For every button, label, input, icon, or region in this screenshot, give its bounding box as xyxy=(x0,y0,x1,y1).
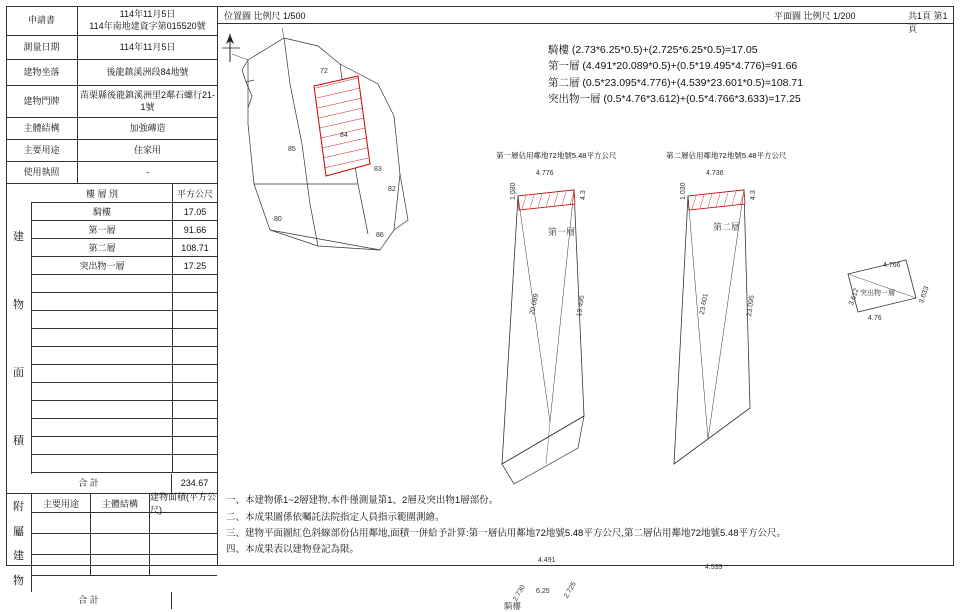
floor-name xyxy=(32,437,173,454)
floor-name xyxy=(32,275,173,292)
side-label-char: 屬 xyxy=(13,525,24,538)
floor-area xyxy=(173,293,217,310)
dim-second-top-left: 1.030 xyxy=(680,182,687,200)
dim-first-right-side: 19.495 xyxy=(576,294,586,317)
attach-structure xyxy=(91,555,150,575)
table-row xyxy=(32,239,217,257)
floor-area xyxy=(173,347,217,364)
area-col2-header: 平方公尺 xyxy=(176,188,213,199)
projection-name: 突出物一層 xyxy=(860,290,895,297)
side-label-char: 物 xyxy=(13,299,24,311)
table-row xyxy=(32,513,217,534)
parcel-label: 85 xyxy=(288,146,296,153)
floor-name: 突出物一層 xyxy=(32,257,173,274)
attach-area-header: 建物面積(平方公尺) xyxy=(150,492,216,515)
table-row xyxy=(32,221,217,239)
attach-total-value xyxy=(172,592,217,609)
doc-type-label: 申請書 xyxy=(6,6,78,35)
attach-use xyxy=(32,555,91,575)
floor-area xyxy=(173,401,217,418)
dim-first-left-side: 20.089 xyxy=(529,293,541,316)
attached-side-label xyxy=(6,494,32,592)
attach-total-row xyxy=(6,592,217,609)
attach-use xyxy=(32,534,91,554)
side-label-char: 面 xyxy=(13,367,24,379)
table-row xyxy=(32,437,217,455)
calc-arcade: 騎樓 (2.73*6.25*0.5)+(2.725*6.25*0.5)=17.05 xyxy=(548,44,758,56)
floor-name: 騎樓 xyxy=(32,203,173,220)
dim-projection-top: 4.766 xyxy=(883,262,901,269)
structure-label: 主體結構 xyxy=(6,118,78,139)
header-date: 114年11月5日 xyxy=(119,9,176,20)
north-arrow-icon xyxy=(222,34,240,62)
total-value: 234.67 xyxy=(180,477,209,488)
doc-header-value xyxy=(78,6,217,35)
first-floor-caption: 第一層佔用鄰地72地號5.48平方公尺 xyxy=(496,151,617,160)
side-label-char: 附 xyxy=(13,501,24,514)
building-area-side-label xyxy=(6,202,32,474)
dim-arcade-left: 2.730 xyxy=(512,583,527,603)
building-location-value: 後龍鎮溪洲段84地號 xyxy=(106,66,189,77)
side-label-char: 建 xyxy=(13,550,24,563)
plan-scale-note: 平面圖 比例尺 1/200 xyxy=(774,11,856,21)
permit-label: 使用執照 xyxy=(6,162,78,183)
note-3: 三、建物平面圖紅色斜線部份佔用鄰地,面積一併給予計算:第一層佔用鄰地72地號5.48平方公尺,第二層佔用鄰地72地號5.48平方公尺。 xyxy=(226,527,787,539)
attach-structure-header: 主體結構 xyxy=(91,494,150,512)
dim-projection-bottom: 4.76 xyxy=(868,315,882,322)
attach-use xyxy=(32,513,91,533)
parcel-label: 72 xyxy=(320,68,328,75)
dim-second-top-right: 4.3 xyxy=(750,190,757,200)
floor-area xyxy=(173,329,217,346)
floor-area xyxy=(173,275,217,292)
dim-second-left-side: 23.601 xyxy=(699,292,710,316)
table-row xyxy=(6,36,217,60)
note-1: 一、本建物係1~2層建物,本件僅測量第1、2層及突出物1層部份。 xyxy=(226,495,499,507)
calc-projection: 突出物一層 (0.5*4.76*3.612)+(0.5*4.766*3.633)=17.25 xyxy=(548,92,801,105)
survey-date-label: 測量日期 xyxy=(6,36,78,59)
floor-area: 108.71 xyxy=(181,242,209,253)
top-header-strip xyxy=(218,6,954,34)
floor-name xyxy=(32,401,173,418)
table-row xyxy=(6,118,217,140)
table-row xyxy=(32,455,217,473)
note-4: 四、本成果表以建物登記為限。 xyxy=(226,543,360,555)
dim-first-top-mid: 4.776 xyxy=(536,170,554,177)
dim-arcade-base: 6.25 xyxy=(536,588,550,595)
floor-area: 17.05 xyxy=(183,206,207,217)
table-row xyxy=(32,257,217,275)
note-2: 二、本成果圖係依囑託法院指定人員指示範圍測繪。 xyxy=(226,511,445,523)
floor-name xyxy=(32,347,173,364)
floor-area: 17.25 xyxy=(183,260,207,271)
total-label: 合 計 xyxy=(6,474,172,493)
arcade-name: 騎樓 xyxy=(504,601,522,611)
parcel-label: 82 xyxy=(388,186,396,193)
second-floor-name: 第二層 xyxy=(713,222,741,232)
page-number-note: 共1頁 第1頁 xyxy=(908,11,948,34)
second-floor-caption: 第二層佔用鄰地72地號5.48平方公尺 xyxy=(666,151,787,160)
subject-building-highlight xyxy=(314,76,370,176)
table-row xyxy=(32,293,217,311)
floor-name: 第二層 xyxy=(32,239,173,256)
area-table-header xyxy=(32,184,217,203)
floor-name xyxy=(32,419,173,436)
dim-projection-left: 3.612 xyxy=(848,287,861,307)
usage-value: 住家用 xyxy=(133,144,161,155)
header-address: 114年南地建資字第015520號 xyxy=(89,20,206,31)
table-row xyxy=(32,311,217,329)
attach-area xyxy=(150,513,217,533)
floor-name xyxy=(32,383,173,400)
dim-second-right-side: 23.095 xyxy=(746,294,756,317)
floor-area: 91.66 xyxy=(183,224,207,235)
structure-value: 加強磚造 xyxy=(129,122,166,133)
table-row xyxy=(32,383,217,401)
table-row xyxy=(32,275,217,293)
building-location-label: 建物坐落 xyxy=(6,60,78,85)
table-row xyxy=(32,329,217,347)
parcel-label: 80 xyxy=(274,216,282,223)
dim-first-bottom-diag: 4.491 xyxy=(538,557,556,564)
parcel-label: 86 xyxy=(376,232,384,239)
floor-name: 第一層 xyxy=(32,221,173,238)
attach-use-header: 主要用途 xyxy=(32,494,91,512)
parcel-label: 83 xyxy=(374,166,382,173)
side-label-char: 建 xyxy=(13,231,24,243)
building-door-label: 建物門牌 xyxy=(6,86,78,117)
table-row xyxy=(6,6,217,36)
attach-table-header xyxy=(32,494,217,513)
location-scale-note: 位置圖 比例尺 1/500 xyxy=(224,11,306,21)
floor-name xyxy=(32,329,173,346)
attach-total-label: 合 計 xyxy=(6,592,172,609)
calc-floor2: 第二層 (0.5*23.095*4.776)+(4.539*23.601*0.5)=108.71 xyxy=(548,76,804,89)
attach-structure xyxy=(91,534,150,554)
permit-value: - xyxy=(146,166,149,177)
attach-structure xyxy=(91,513,150,533)
left-info-table xyxy=(6,6,218,605)
attach-area xyxy=(150,534,217,554)
table-row xyxy=(32,365,217,383)
dim-projection-right: 3.633 xyxy=(918,285,931,305)
side-label-char: 物 xyxy=(13,574,24,587)
building-door-value: 苗栗縣後龍鎮溪洲里2鄰石螺行21-1號 xyxy=(79,90,215,112)
floor-area xyxy=(173,419,217,436)
floor-name xyxy=(32,293,173,310)
floor-name xyxy=(32,311,173,328)
attach-area xyxy=(150,555,217,575)
table-row xyxy=(32,419,217,437)
usage-label: 主要用途 xyxy=(6,140,78,161)
first-floor-name: 第一層 xyxy=(548,227,576,237)
notes-block xyxy=(226,493,786,558)
dim-second-top-mid: 4.736 xyxy=(706,170,724,177)
floor-name xyxy=(32,365,173,382)
floor-area xyxy=(173,383,217,400)
dim-first-top-right: 4.3 xyxy=(580,190,587,200)
table-row xyxy=(6,60,217,86)
table-row xyxy=(32,534,217,555)
table-row xyxy=(6,140,217,162)
parcel-label: 84 xyxy=(340,132,348,139)
table-row xyxy=(32,203,217,221)
survey-date-value: 114年11月5日 xyxy=(119,41,176,52)
floor-area xyxy=(173,437,217,454)
side-label-char: 積 xyxy=(13,435,24,447)
table-row xyxy=(32,347,217,365)
table-row xyxy=(6,86,217,118)
floor-area xyxy=(173,311,217,328)
drawing-area xyxy=(218,24,954,611)
table-row xyxy=(6,162,217,184)
floor-name xyxy=(32,455,173,472)
dim-second-bottom: 4.539 xyxy=(705,564,723,571)
calc-floor1: 第一層 (4.491*20.089*0.5)+(0.5*19.495*4.776)=91.66 xyxy=(548,60,798,73)
floor-area xyxy=(173,365,217,382)
dim-arcade-right: 2.725 xyxy=(563,580,578,600)
dim-first-top-left: 1.030 xyxy=(510,182,517,200)
table-row xyxy=(32,555,217,576)
area-col1-header: 樓 層 別 xyxy=(32,184,173,202)
calculation-block xyxy=(548,42,803,107)
table-row xyxy=(32,401,217,419)
floor-area xyxy=(173,455,217,472)
